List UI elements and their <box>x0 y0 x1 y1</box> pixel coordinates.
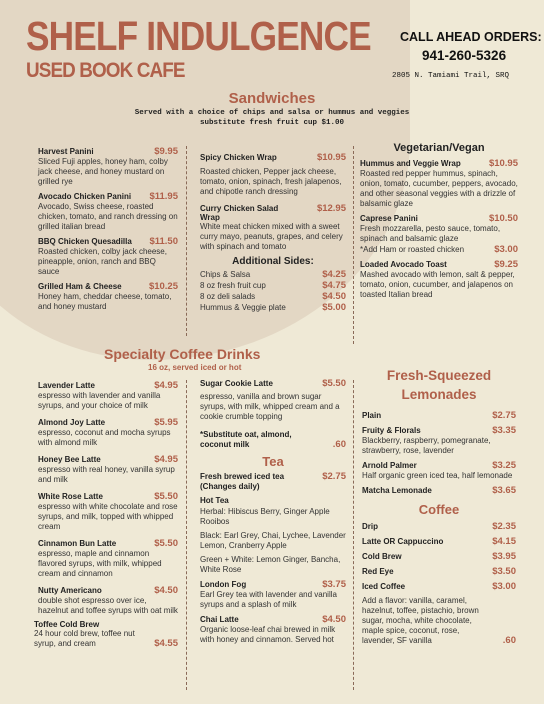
menu-item <box>360 259 518 300</box>
item-desc: Blackberry, raspberry, pomegranate, strawberry, rose, lavender <box>362 436 491 455</box>
item-desc: Half organic green iced tea, half lemonade <box>362 471 513 480</box>
item-name: Almond Joy Latte <box>38 418 106 427</box>
item-price: $4.95 <box>154 380 178 391</box>
item-name: Toffee Cold Brew <box>34 620 100 629</box>
tea-heading: Tea <box>262 454 284 469</box>
milk-substitute-price: .60 <box>332 439 346 450</box>
column-divider <box>353 380 354 690</box>
item-desc: 24 hour cold brew, toffee nut syrup, and cream <box>34 629 135 648</box>
vegetarian-col <box>360 142 518 304</box>
item-price: $3.65 <box>492 485 516 496</box>
item-desc: White meat chicken mixed with a sweet curry mayo, peanuts, grapes, and celery with spinach and tomato <box>200 222 343 251</box>
item-name: Cinnamon Bun Latte <box>38 539 117 548</box>
side-name: 8 oz fresh fruit cup <box>200 281 266 290</box>
phone-number[interactable]: 941-260-5326 <box>422 48 507 63</box>
item-price: $10.25 <box>148 281 178 292</box>
item-desc: espresso with white chocolate and rose syrups, and milk, topped with whipped cream <box>38 502 178 531</box>
item-desc: espresso with real honey, vanilla syrup and milk <box>38 465 175 484</box>
cafe-subtitle: USED BOOK CAFE <box>26 59 185 82</box>
side-price: $5.00 <box>322 302 346 313</box>
item-name: Harvest Panini <box>38 147 94 156</box>
item-price: $5.50 <box>154 538 178 549</box>
item-price: $5.95 <box>154 417 178 428</box>
addon-price: $3.00 <box>494 244 518 255</box>
item-name: Avocado Chicken Panini <box>38 192 132 201</box>
sandwiches-note-1: Served with a choice of chips and salsa or hummus and veggies <box>134 109 410 117</box>
sandwich-col-2 <box>200 152 346 313</box>
item-price: $4.55 <box>154 638 178 649</box>
item-price: $5.50 <box>154 491 178 502</box>
item-name: White Rose Latte <box>38 492 103 501</box>
side-name: 8 oz deli salads <box>200 292 256 301</box>
item-name: Sugar Cookie Latte <box>200 379 273 388</box>
coffee-price: $3.00 <box>492 581 516 592</box>
item-desc: Earl Grey tea with lavender and vanilla syrups and a splash of milk <box>200 590 337 609</box>
column-divider <box>186 146 187 336</box>
sandwiches-note-2: substitute fresh fruit cup $1.00 <box>199 119 345 127</box>
addon-name: *Add Ham or roasted chicken <box>360 245 465 254</box>
menu-item <box>200 579 346 610</box>
menu-item <box>362 485 516 496</box>
brand <box>26 14 427 82</box>
lemonade-heading: Fresh-Squeezed Lemonades <box>386 368 492 402</box>
coffee-name: Red Eye <box>362 567 394 576</box>
side-price: $4.25 <box>322 269 346 280</box>
item-price: $3.75 <box>322 579 346 590</box>
coffee-col-2 <box>200 378 346 649</box>
side-name: Chips & Salsa <box>200 270 251 279</box>
coffee-name: Latte OR Cappuccino <box>362 537 444 546</box>
item-name: Spicy Chicken Wrap <box>200 153 277 162</box>
item-desc: Organic loose-leaf chai brewed in milk with honey and cinnamon. Served hot <box>200 625 336 644</box>
sides-title: Additional Sides: <box>232 256 314 267</box>
side-price: $4.50 <box>322 291 346 302</box>
item-price: $2.75 <box>492 410 516 421</box>
menu-item <box>38 191 178 232</box>
menu-item <box>362 460 516 481</box>
menu-item <box>38 380 178 411</box>
item-price: $10.95 <box>488 158 518 169</box>
menu-item <box>34 620 178 649</box>
item-name: BBQ Chicken Quesadilla <box>38 237 132 246</box>
item-name: Chai Latte <box>200 615 239 624</box>
item-price: $3.35 <box>492 425 516 436</box>
menu-item <box>38 538 178 579</box>
flavor-price: .60 <box>502 635 516 646</box>
additional-sides <box>200 256 346 313</box>
menu-item <box>200 614 346 645</box>
item-desc: Honey ham, cheddar cheese, tomato, and honey mustard <box>38 292 172 311</box>
coffee-heading: Coffee <box>418 502 460 517</box>
item-price: $4.50 <box>322 614 346 625</box>
item-desc: espresso, coconut and mocha syrups with almond milk <box>38 428 171 447</box>
coffee-drinks-heading: Specialty Coffee Drinks <box>104 346 261 362</box>
item-price: $10.95 <box>316 152 346 163</box>
item-name: Fruity & Florals <box>362 426 421 435</box>
item-desc: Roasted red pepper hummus, spinach, onion, tomato, cucumber, peppers, avocado, and other seasonal veggies with a drizzle of balsamic glaze <box>360 169 518 208</box>
menu-item <box>38 585 178 616</box>
menu-item <box>200 152 346 197</box>
column-divider <box>353 146 354 344</box>
item-name: Caprese Panini <box>360 214 418 223</box>
address: 2805 N. Tamiami Trail, SRQ <box>392 72 510 80</box>
item-name: Loaded Avocado Toast <box>360 260 447 269</box>
iced-tea-price: $2.75 <box>322 471 346 482</box>
cafe-title: SHELF INDULGENCE <box>26 13 371 59</box>
menu-item <box>360 213 518 255</box>
coffee-drinks-note: 16 oz, served iced or hot <box>148 363 242 372</box>
item-name: Matcha Lemonade <box>362 486 432 495</box>
item-price: $9.25 <box>494 259 518 270</box>
item-name: Hummus and Veggie Wrap <box>360 159 461 168</box>
coffee-col-1 <box>34 380 178 653</box>
item-price: $3.25 <box>492 460 516 471</box>
coffee-name: Iced Coffee <box>362 582 406 591</box>
hot-tea-black: Black: Earl Grey, Chai, Lychee, Lavender Lemon, Cranberry Apple <box>200 531 346 550</box>
coffee-price: $4.15 <box>492 536 516 547</box>
sandwiches-heading: Sandwiches <box>228 90 316 107</box>
hot-tea-green: Green + White: Lemon Ginger, Bancha, White Rose <box>200 555 341 574</box>
item-name: Curry Chicken Salad Wrap <box>200 204 279 222</box>
milk-substitute-note: *Substitute oat, almond, coconut milk <box>200 430 292 449</box>
menu-item <box>38 491 178 532</box>
item-price: $5.50 <box>322 378 346 389</box>
menu-item <box>38 454 178 485</box>
column-divider <box>186 380 187 690</box>
iced-tea-name: Fresh brewed iced tea (Changes daily) <box>200 472 285 491</box>
sandwich-col-1 <box>38 146 178 316</box>
flavor-note: Add a flavor: vanilla, caramel, hazelnut, toffee, pistachio, brown sugar, mocha, white chocolate, maple spice, coconut, rose, lavender, SF vanilla <box>362 596 479 645</box>
item-desc: double shot espresso over ice, hazelnut and toffee syrups with oat milk <box>38 596 178 615</box>
menu-item <box>200 203 346 252</box>
menu-item <box>38 146 178 187</box>
vegetarian-title: Vegetarian/Vegan <box>393 142 485 154</box>
item-desc: Fresh mozzarella, pesto sauce, tomato, spinach and balsamic glaze <box>360 224 501 243</box>
item-desc: espresso, vanilla and brown sugar syrups, with milk, whipped cream and a cookie crumble topping <box>200 392 340 421</box>
coffee-price: $3.95 <box>492 551 516 562</box>
menu-item <box>360 158 518 209</box>
item-price: $4.95 <box>154 454 178 465</box>
item-price: $11.95 <box>149 191 178 202</box>
item-name: London Fog <box>200 580 247 589</box>
hot-tea-herbal: Herbal: Hibiscus Berry, Ginger Apple Rooibos <box>200 507 330 526</box>
item-desc: Roasted chicken, colby jack cheese, pineapple, onion, ranch and BBQ sauce <box>38 247 167 276</box>
coffee-name: Cold Brew <box>362 552 402 561</box>
item-name: Lavender Latte <box>38 381 95 390</box>
item-desc: Sliced Fuji apples, honey ham, colby jack cheese, and honey mustard on grilled rye <box>38 157 168 186</box>
item-desc: Roasted chicken, Pepper jack cheese, tomato, onion, spinach, fresh jalapenos, and chipotle ranch dressing <box>200 167 342 196</box>
coffee-price: $3.50 <box>492 566 516 577</box>
item-price: $10.50 <box>488 213 518 224</box>
lemonade-coffee-col <box>362 366 516 646</box>
item-price: $9.95 <box>154 146 178 157</box>
item-name: Arnold Palmer <box>362 461 417 470</box>
coffee-price: $2.35 <box>492 521 516 532</box>
menu-item <box>362 410 516 421</box>
menu-item <box>38 236 178 277</box>
item-desc: Mashed avocado with lemon, salt & pepper, tomato, onion, cucumber, and jalapenos on toasted Italian bread <box>360 270 515 299</box>
menu-item <box>200 378 346 422</box>
coffee-name: Drip <box>362 522 378 531</box>
menu-item <box>362 425 516 456</box>
item-price: $12.95 <box>316 203 346 214</box>
hot-tea-title: Hot Tea <box>200 496 229 505</box>
call-ahead-label: CALL AHEAD ORDERS: <box>400 30 542 44</box>
side-price: $4.75 <box>322 280 346 291</box>
side-name: Hummus & Veggie plate <box>200 303 286 312</box>
item-name: Nutty Americano <box>38 586 102 595</box>
item-desc: espresso, maple and cinnamon flavored syrups, with milk, whipped cream and cinnamon <box>38 549 162 578</box>
item-desc: espresso with lavender and vanilla syrups, and your choice of milk <box>38 391 161 410</box>
menu-item <box>38 281 178 312</box>
item-price: $4.50 <box>154 585 178 596</box>
item-desc: Avocado, Swiss cheese, roasted chicken, tomato, and ranch dressing on grilled italian bread <box>38 202 178 231</box>
item-price: $11.50 <box>149 236 178 247</box>
item-name: Honey Bee Latte <box>38 455 101 464</box>
item-name: Grilled Ham & Cheese <box>38 282 122 291</box>
item-name: Plain <box>362 411 382 420</box>
menu-item <box>38 417 178 448</box>
